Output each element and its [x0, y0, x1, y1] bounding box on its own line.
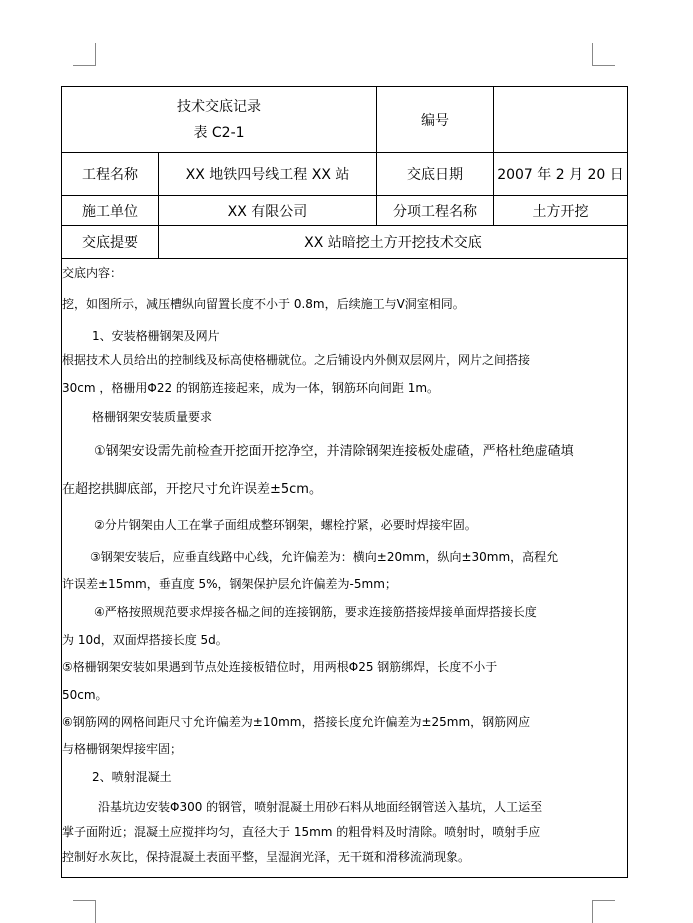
content-line: ①钢架安设需先前检查开挖面开挖净空，并清除钢架连接板处虚碴，严格杜绝虚碴填 [94, 444, 574, 459]
date-value: 2007 年 2 月 20 日 [497, 167, 624, 183]
subproject-value: 土方开挖 [532, 203, 589, 220]
summary-label: 交底提要 [62, 226, 159, 258]
content-line: 控制好水灰比，保持混凝土表面平整，呈湿润光泽，无干斑和滑移流淌现象。 [62, 850, 471, 864]
content-label: 交底内容： [62, 266, 123, 280]
form-code: 表 C2-1 [193, 124, 245, 141]
unit-row [62, 196, 627, 226]
date-label: 交底日期 [377, 153, 494, 195]
content-line: 掌子面附近；混凝土应搅拌均匀，直径大于 15mm 的粗骨料及时清除。喷射时，喷射手应 [62, 825, 541, 839]
crop-mark-bottom-left [73, 900, 96, 923]
content-line: 30cm ，格栅用Φ22 的钢筋连接起来，成为一体，钢筋环向间距 1m。 [62, 381, 440, 395]
title-cell [62, 87, 377, 152]
crop-mark-top-right [592, 43, 615, 66]
summary-row [62, 226, 627, 259]
crop-mark-bottom-right [592, 900, 615, 923]
unit-value: XX 有限公司 [159, 196, 377, 225]
crop-mark-top-left [73, 43, 96, 66]
project-label: 工程名称 [62, 153, 159, 195]
content-line: ②分片钢架由人工在掌子面组成整环钢架，螺栓拧紧，必要时焊接牢固。 [94, 518, 477, 532]
summary-value: XX 站暗挖土方开挖技术交底 [304, 235, 482, 251]
number-value [494, 87, 627, 152]
content-line: 根据技术人员给出的控制线及标高使格栅就位。之后铺设内外侧双层网片，网片之间搭接 [62, 353, 531, 367]
content-line: 在超挖拱脚底部，开挖尺寸允许误差±5cm。 [62, 482, 322, 497]
content-line: 与格栅钢架焊接牢固； [62, 742, 183, 756]
title-row [62, 87, 627, 153]
subsection-heading: 格栅钢架安装质量要求 [92, 410, 213, 424]
content-line: 为 10d，双面焊搭接长度 5d。 [62, 633, 228, 647]
content-line: ⑤格栅钢架安装如果遇到节点处连接板错位时，用两根Φ25 钢筋绑焊，长度不小于 [62, 660, 498, 674]
section-heading: 1、安装格栅钢架及网片 [92, 329, 220, 343]
content-line: ④严格按照规范要求焊接各榀之间的连接钢筋，要求连接筋搭接焊接单面焊搭接长度 [94, 605, 537, 619]
content-line: 挖，如图所示，减压槽纵向留置长度不小于 0.8m，后续施工与Ⅴ洞室相同。 [62, 297, 465, 311]
form-title: 技术交底记录 [177, 98, 261, 115]
project-value: XX 地铁四号线工程 XX 站 [159, 153, 377, 195]
content-line: 许误差±15mm，垂直度 5%，钢架保护层允许偏差为-5mm； [62, 577, 397, 591]
content-line: 沿基坑边安装Φ300 的钢管，喷射混凝土用砂石料从地面经钢管送入基坑，人工运至 [98, 800, 543, 814]
section-heading: 2、喷射混凝土 [92, 770, 172, 784]
unit-label: 施工单位 [62, 196, 159, 225]
content-line: ③钢架安装后，应垂直线路中心线，允许偏差为：横向±20mm，纵向±30mm，高程允 [90, 550, 559, 564]
content-line: ⑥钢筋网的网格间距尺寸允许偏差为±10mm，搭接长度允许偏差为±25mm，钢筋网应 [62, 715, 531, 729]
subproject-label: 分项工程名称 [377, 196, 494, 225]
content-line: 50cm。 [62, 688, 108, 702]
project-row [62, 153, 627, 196]
technical-briefing-form [61, 86, 628, 878]
number-label: 编号 [377, 87, 494, 152]
